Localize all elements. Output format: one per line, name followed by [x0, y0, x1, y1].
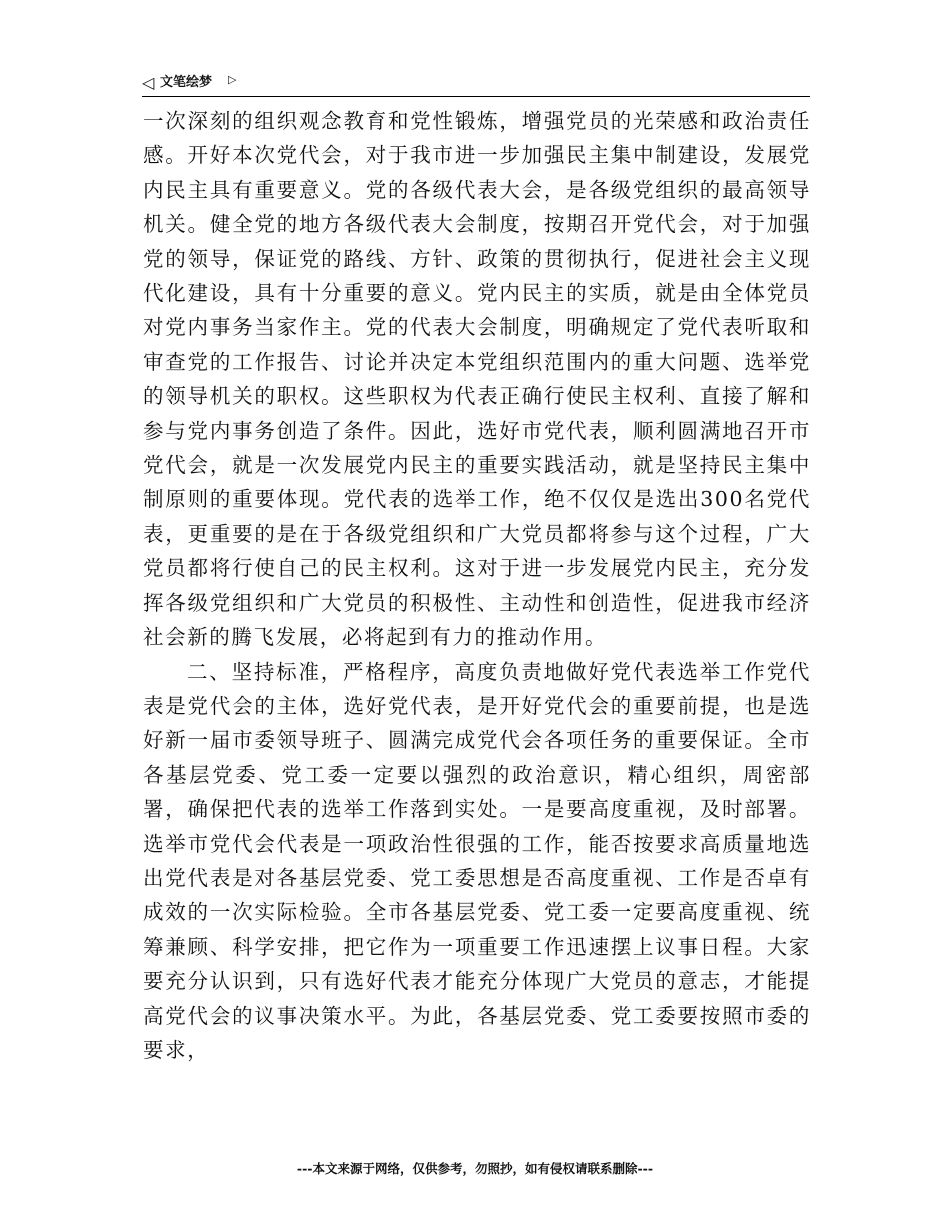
document-body	[143, 104, 811, 1067]
triangle-left-icon: ◁	[142, 73, 155, 92]
footer-disclaimer: ---本文来源于网络，仅供参考，勿照抄，如有侵权请联系删除---	[296, 1161, 654, 1176]
body-paragraph-2: 二、坚持标准，严格程序，高度负责地做好党代表选举工作党代表是党代会的主体，选好党代表，是开好党代会的重要前提，也是选好新一届市委领导班子、圆满完成党代会各项任务的重要保证。全市各基层党委、党工委一定要以强烈的政治意识，精心组织，周密部署，确保把代表的选举工作落到实处。一是要高度重视，及时部署。选举市党代会代表是一项政治性很强的工作，能否按要求高质量地选出党代表是对各基层党委、党工委思想是否高度重视、工作是否卓有成效的一次实际检验。全市各基层党委、党工委一定要高度重视、统筹兼顾、科学安排，把它作为一项重要工作迅速摆上议事日程。大家要充分认识到，只有选好代表才能充分体现广大党员的意志，才能提高党代会的议事决策水平。为此，各基层党委、党工委要按照市委的要求，	[143, 659, 811, 1062]
triangle-right-icon: ▷	[228, 73, 237, 86]
body-paragraph-1: 一次深刻的组织观念教育和党性锻炼，增强党员的光荣感和政治责任感。开好本次党代会，对于我市进一步加强民主集中制建设，发展党内民主具有重要意义。党的各级代表大会，是各级党组织的最高领导机关。健全党的地方各级代表大会制度，按期召开党代会，对于加强党的领导，保证党的路线、方针、政策的贯彻执行，促进社会主义现代化建设，具有十分重要的意义。党内民主的实质，就是由全体党员对党内事务当家作主。党的代表大会制度，明确规定了党代表听取和审查党的工作报告、讨论并决定本党组织范围内的重大问题、选举党的领导机关的职权。这些职权为代表正确行使民主权利、直接了解和参与党内事务创造了条件。因此，选好市党代表，顺利圆满地召开市党代会，就是一次发展党内民主的重要实践活动，就是坚持民主集中制原则的重要体现。党代表的选举工作，绝不仅仅是选出300名党代表，更重要的是在于各级党组织和广大党员都将参与这个过程，广大党员都将行使自己的民主权利。这对于进一步发展党内民主，充分发挥各级党组织和广大党员的积极性、主动性和创造性，促进我市经济社会新的腾飞发展，必将起到有力的推动作用。	[143, 109, 811, 650]
page-header	[142, 72, 810, 97]
header-title: 文笔绘梦	[160, 75, 213, 90]
